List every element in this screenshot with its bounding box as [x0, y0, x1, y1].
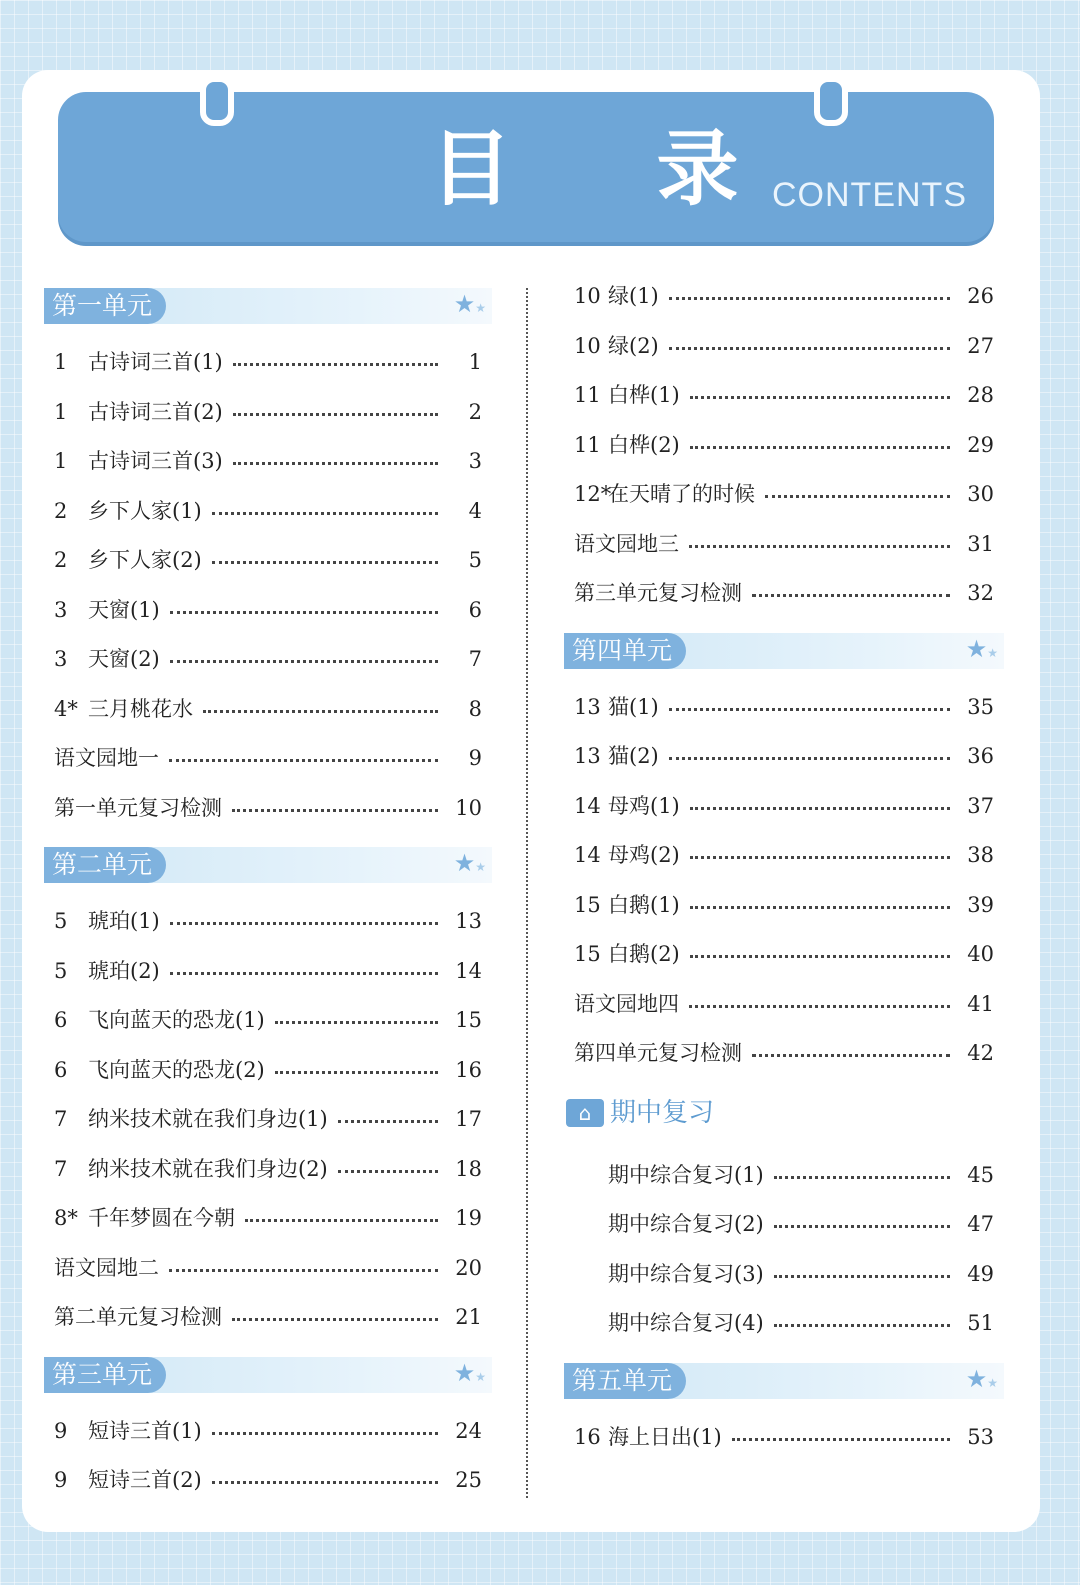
- toc-entry[interactable]: [564, 1413, 1004, 1463]
- entry-title: 古诗词三首(2): [88, 399, 223, 424]
- star-icon: ★★: [965, 634, 998, 663]
- toc-entry[interactable]: [44, 1046, 492, 1096]
- entry-page: 53: [967, 1424, 994, 1449]
- entry-page: 28: [967, 383, 994, 407]
- entry-title: 天窗(1): [88, 597, 160, 622]
- entry-number: 6: [54, 1008, 68, 1032]
- entry-number: 3: [54, 597, 68, 622]
- entry-number: 2: [54, 548, 68, 572]
- section-gap: [44, 1393, 492, 1407]
- dot-leader: [669, 708, 950, 711]
- binder-ring-right: [814, 76, 848, 126]
- dot-leader: [203, 710, 438, 713]
- entry-page: 37: [967, 793, 994, 818]
- unit-title: 第二单元: [44, 847, 166, 883]
- toc-entry[interactable]: [44, 685, 492, 735]
- entry-title: 第四单元复习检测: [574, 1041, 742, 1065]
- entry-title: 古诗词三首(1): [88, 350, 223, 374]
- toc-entry[interactable]: [564, 569, 1004, 619]
- unit-header: [564, 633, 1004, 669]
- entry-page: 2: [468, 399, 482, 424]
- toc-entry[interactable]: [44, 635, 492, 685]
- section-gap: [44, 883, 492, 897]
- entry-number: 2: [54, 498, 68, 523]
- entry-page: 16: [455, 1057, 482, 1082]
- entry-title: 古诗词三首(3): [88, 449, 223, 473]
- entry-page: 18: [455, 1156, 482, 1181]
- dot-leader: [169, 1269, 438, 1272]
- column-divider: [526, 288, 528, 1498]
- toc-entry[interactable]: [44, 487, 492, 537]
- entry-page: 21: [455, 1305, 482, 1329]
- dot-leader: [689, 545, 950, 548]
- entry-number: 15: [574, 892, 601, 917]
- toc-entry[interactable]: [564, 732, 1004, 782]
- dot-leader: [233, 413, 438, 416]
- entry-page: 7: [468, 647, 482, 671]
- entry-page: 41: [967, 991, 994, 1016]
- entry-page: 20: [455, 1255, 482, 1280]
- toc-entry[interactable]: [44, 1293, 492, 1343]
- dot-leader: [275, 1071, 438, 1074]
- dot-leader: [232, 809, 438, 812]
- toc-entry[interactable]: [44, 947, 492, 997]
- entry-title: 飞向蓝天的恐龙(1): [88, 1008, 265, 1032]
- section-gap: [564, 669, 1004, 683]
- entry-title: 绿(1): [608, 284, 659, 308]
- toc-entry[interactable]: [564, 1200, 1004, 1250]
- entry-title: 三月桃花水: [88, 696, 193, 721]
- dot-leader: [212, 1432, 438, 1435]
- section-gap: [564, 1399, 1004, 1413]
- dot-leader: [669, 757, 950, 760]
- section-gap: [564, 619, 1004, 633]
- unit-header: [44, 1357, 492, 1393]
- entry-page: 15: [455, 1008, 482, 1032]
- dot-leader: [170, 611, 438, 614]
- toc-entry[interactable]: [564, 782, 1004, 832]
- toc-entry[interactable]: [564, 1151, 1004, 1201]
- entry-title: 白鹅(1): [608, 892, 680, 917]
- entry-number: 14: [574, 793, 601, 818]
- toc-left-column: [44, 288, 492, 1506]
- dot-leader: [669, 297, 950, 300]
- entry-page: 13: [455, 909, 482, 933]
- entry-number: 6: [54, 1057, 68, 1082]
- entry-number: 5: [54, 909, 68, 933]
- entry-page: 47: [967, 1212, 994, 1236]
- unit-header: [564, 1363, 1004, 1399]
- entry-page: 30: [967, 482, 994, 506]
- toc-entry[interactable]: [44, 338, 492, 388]
- entry-title: 语文园地三: [574, 531, 679, 556]
- entry-page: 29: [967, 432, 994, 457]
- toc-entry[interactable]: [44, 1194, 492, 1244]
- midterm-title: 期中复习: [610, 1097, 715, 1128]
- toc-entry[interactable]: [564, 980, 1004, 1030]
- toc-entry[interactable]: [44, 784, 492, 834]
- entry-title: 母鸡(1): [608, 793, 680, 818]
- toc-entry[interactable]: [44, 1095, 492, 1145]
- entry-title: 乡下人家(2): [88, 548, 202, 572]
- entry-page: 1: [468, 350, 482, 374]
- dot-leader: [233, 363, 438, 366]
- dot-leader: [275, 1021, 438, 1024]
- dot-leader: [245, 1219, 438, 1222]
- toc-entry[interactable]: [564, 520, 1004, 570]
- entry-number: 13: [574, 694, 601, 719]
- dot-leader: [233, 462, 438, 465]
- toc-entry[interactable]: [564, 831, 1004, 881]
- dot-leader: [232, 1318, 438, 1321]
- entry-title: 白桦(2): [608, 432, 680, 457]
- toc-entry[interactable]: [564, 1250, 1004, 1300]
- entry-title: 白鹅(2): [608, 942, 680, 966]
- section-gap: [44, 324, 492, 338]
- entry-title: 语文园地一: [54, 746, 159, 770]
- toc-entry[interactable]: [564, 371, 1004, 421]
- unit-header: [44, 847, 492, 883]
- dot-leader: [690, 807, 950, 810]
- toc-entry[interactable]: [44, 897, 492, 947]
- entry-title: 期中综合复习(3): [608, 1261, 764, 1286]
- entry-page: 8: [468, 696, 482, 721]
- entry-title: 语文园地四: [574, 991, 679, 1016]
- entry-title: 天窗(2): [88, 647, 160, 671]
- entry-number: 11: [574, 432, 601, 457]
- entry-number: 10: [574, 333, 601, 358]
- toc-entry[interactable]: [564, 421, 1004, 471]
- dot-leader: [774, 1275, 950, 1278]
- dot-leader: [690, 856, 950, 859]
- dot-leader: [690, 906, 950, 909]
- entry-number: 13: [574, 744, 601, 768]
- toc-entry[interactable]: [564, 930, 1004, 980]
- entry-title: 语文园地二: [54, 1255, 159, 1280]
- dot-leader: [689, 1005, 950, 1008]
- toc-entry[interactable]: [44, 1244, 492, 1294]
- entry-title: 短诗三首(2): [88, 1468, 202, 1492]
- dot-leader: [752, 594, 950, 597]
- dot-leader: [669, 347, 950, 350]
- entry-number: 10: [574, 284, 601, 308]
- entry-page: 36: [967, 744, 994, 768]
- entry-number: 1: [54, 350, 68, 374]
- toc-entry[interactable]: [44, 996, 492, 1046]
- unit-header: [44, 288, 492, 324]
- entry-title: 第二单元复习检测: [54, 1305, 222, 1329]
- entry-page: 26: [967, 284, 994, 308]
- entry-page: 32: [967, 581, 994, 605]
- toc-right-column: [564, 272, 1004, 1462]
- toc-entry[interactable]: [564, 1299, 1004, 1349]
- dot-leader: [170, 660, 438, 663]
- entry-title: 短诗三首(1): [88, 1418, 202, 1443]
- dot-leader: [765, 495, 950, 498]
- binder-ring-left: [200, 76, 234, 126]
- entry-title: 母鸡(2): [608, 843, 680, 867]
- star-icon: ★★: [453, 849, 486, 877]
- section-gap: [564, 1349, 1004, 1363]
- entry-page: 31: [967, 531, 994, 556]
- toc-entry[interactable]: [44, 734, 492, 784]
- graduation-cap-icon: ⌂: [566, 1099, 604, 1127]
- dot-leader: [338, 1170, 438, 1173]
- dot-leader: [752, 1054, 950, 1057]
- section-gap: [44, 833, 492, 847]
- dot-leader: [338, 1120, 438, 1123]
- section-gap: [44, 1343, 492, 1357]
- entry-number: 1: [54, 399, 68, 424]
- unit-title: 第四单元: [564, 633, 686, 669]
- section-gap: [564, 1137, 1004, 1151]
- entry-title: 在天晴了的时候: [608, 482, 755, 506]
- toc-entry[interactable]: [44, 388, 492, 438]
- toc-entry[interactable]: [564, 683, 1004, 733]
- entry-page: 17: [455, 1107, 482, 1131]
- entry-title: 第一单元复习检测: [54, 795, 222, 820]
- entry-page: 25: [455, 1468, 482, 1492]
- dot-leader: [732, 1438, 950, 1441]
- entry-page: 9: [468, 746, 482, 770]
- toc-entry[interactable]: [44, 1407, 492, 1457]
- entry-page: 4: [468, 498, 482, 523]
- entry-title: 纳米技术就在我们身边(1): [88, 1107, 328, 1131]
- entry-number: 12*: [574, 482, 612, 506]
- unit-title: 第一单元: [44, 288, 166, 324]
- dot-leader: [170, 972, 438, 975]
- dot-leader: [690, 446, 950, 449]
- entry-title: 飞向蓝天的恐龙(2): [88, 1057, 265, 1082]
- entry-page: 6: [468, 597, 482, 622]
- entry-page: 14: [455, 958, 482, 983]
- entry-number: 9: [54, 1468, 68, 1492]
- entry-number: 7: [54, 1107, 68, 1131]
- entry-number: 5: [54, 958, 68, 983]
- dot-leader: [212, 1481, 438, 1484]
- dot-leader: [212, 512, 438, 515]
- unit-title: 第三单元: [44, 1357, 166, 1393]
- star-icon: ★★: [965, 1364, 998, 1393]
- entry-title: 期中综合复习(1): [608, 1162, 764, 1187]
- midterm-header: [564, 1093, 1004, 1137]
- entry-number: 3: [54, 647, 68, 671]
- page-title: 目 录: [430, 122, 797, 217]
- entry-page: 3: [468, 449, 482, 473]
- entry-number: 1: [54, 449, 68, 473]
- entry-page: 49: [967, 1261, 994, 1286]
- toc-entry[interactable]: [44, 1145, 492, 1195]
- entry-title: 第三单元复习检测: [574, 581, 742, 605]
- star-icon: ★★: [453, 1358, 486, 1387]
- entry-page: 51: [967, 1311, 994, 1335]
- entry-number: 14: [574, 843, 601, 867]
- dot-leader: [774, 1324, 950, 1327]
- toc-entry[interactable]: [44, 536, 492, 586]
- entry-title: 乡下人家(1): [88, 498, 202, 523]
- entry-page: 42: [967, 1041, 994, 1065]
- entry-number: 16: [574, 1424, 601, 1449]
- entry-title: 琥珀(1): [88, 909, 160, 933]
- entry-page: 40: [967, 942, 994, 966]
- entry-page: 5: [468, 548, 482, 572]
- entry-number: 9: [54, 1418, 68, 1443]
- entry-number: 4*: [54, 696, 78, 721]
- section-gap: [564, 1079, 1004, 1093]
- toc-entry[interactable]: [564, 881, 1004, 931]
- entry-title: 海上日出(1): [608, 1424, 722, 1449]
- toc-entry[interactable]: [44, 586, 492, 636]
- dot-leader: [169, 759, 438, 762]
- dot-leader: [170, 922, 438, 925]
- entry-title: 千年梦圆在今朝: [88, 1206, 235, 1230]
- dot-leader: [774, 1176, 950, 1179]
- entry-title: 琥珀(2): [88, 958, 160, 983]
- dot-leader: [690, 955, 950, 958]
- toc-entry[interactable]: [564, 1029, 1004, 1079]
- entry-page: 19: [455, 1206, 482, 1230]
- entry-number: 15: [574, 942, 601, 966]
- toc-entry[interactable]: [44, 1456, 492, 1506]
- entry-page: 24: [455, 1418, 482, 1443]
- dot-leader: [774, 1225, 950, 1228]
- star-icon: ★★: [453, 290, 486, 318]
- entry-number: 11: [574, 383, 601, 407]
- entry-number: 8*: [54, 1206, 78, 1230]
- dot-leader: [690, 396, 950, 399]
- toc-entry[interactable]: [564, 322, 1004, 372]
- entry-title: 期中综合复习(2): [608, 1212, 764, 1236]
- entry-page: 27: [967, 333, 994, 358]
- toc-entry[interactable]: [564, 272, 1004, 322]
- entry-number: 7: [54, 1156, 68, 1181]
- entry-page: 38: [967, 843, 994, 867]
- entry-title: 期中综合复习(4): [608, 1311, 764, 1335]
- toc-entry[interactable]: [564, 470, 1004, 520]
- entry-title: 猫(2): [608, 744, 659, 768]
- page-subtitle: CONTENTS: [772, 176, 967, 214]
- entry-title: 白桦(1): [608, 383, 680, 407]
- entry-page: 39: [967, 892, 994, 917]
- entry-page: 10: [455, 795, 482, 820]
- entry-title: 纳米技术就在我们身边(2): [88, 1156, 328, 1181]
- entry-page: 45: [967, 1162, 994, 1187]
- entry-title: 绿(2): [608, 333, 659, 358]
- unit-title: 第五单元: [564, 1363, 686, 1399]
- entry-page: 35: [967, 694, 994, 719]
- entry-title: 猫(1): [608, 694, 659, 719]
- toc-entry[interactable]: [44, 437, 492, 487]
- dot-leader: [212, 561, 438, 564]
